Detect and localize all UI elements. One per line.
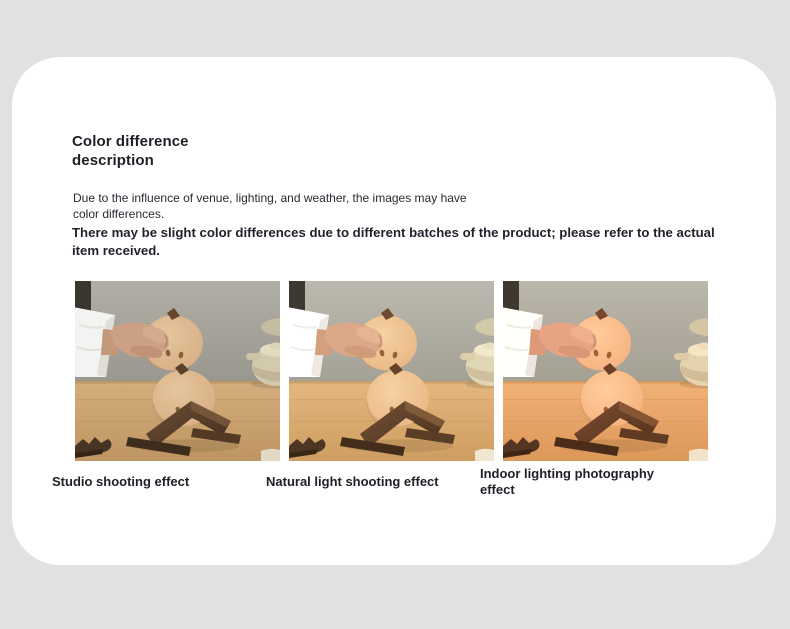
section-title: Color difference description [72,133,189,169]
product-photo-illustration [503,281,708,461]
photo-figure-natural-light [266,281,494,490]
color-difference-card [12,57,776,565]
indoor-lighting-photo [503,281,708,461]
product-photo-illustration [289,281,494,461]
studio-photo [75,281,280,461]
photo-caption-indoor-lighting: Indoor lighting photography effect [480,466,655,497]
photo-comparison-row [52,281,708,497]
photo-caption-studio: Studio shooting effect [52,474,190,489]
color-note-bold: There may be slight color differences due to different batches of the product; please refer to the actual item received. [72,225,715,258]
natural-light-photo [289,281,494,461]
color-note-small: Due to the influence of venue, lighting, and weather, the images may have color differences. [73,191,467,221]
photo-figure-indoor-lighting [480,281,708,497]
product-photo-illustration [75,281,280,461]
photo-caption-natural-light: Natural light shooting effect [266,474,439,489]
photo-figure-studio [52,281,280,490]
